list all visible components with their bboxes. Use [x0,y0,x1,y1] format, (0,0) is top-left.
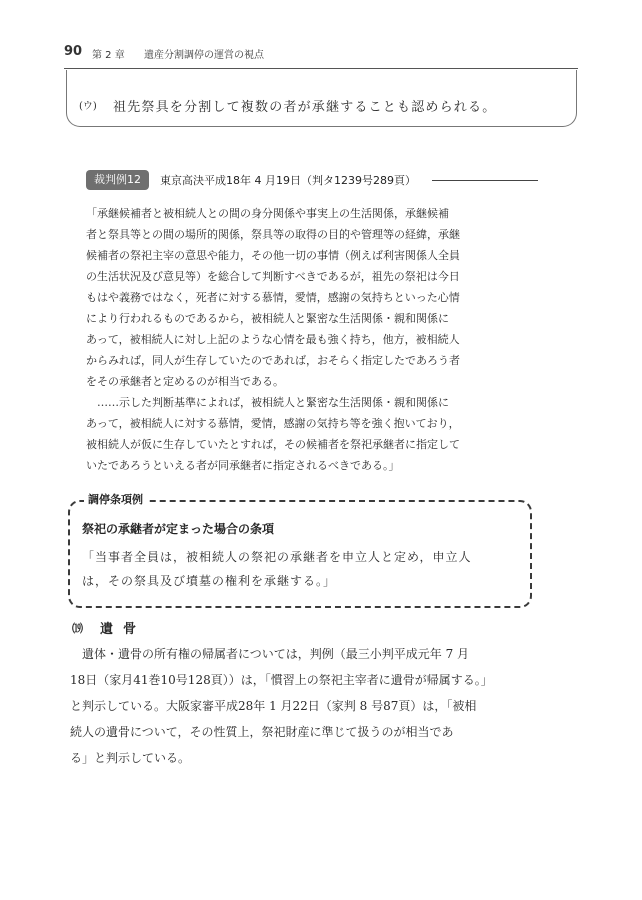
page-number: 90 [64,44,83,59]
case-quote-line: あって，被相続人に対する慕情，愛情，感謝の気持ち等を強く抱いており， [86,417,460,430]
section-title: 遺骨 [100,622,147,637]
case-quote-line: をその承継者と定めるのが相当である。 [86,375,284,388]
item-marker: (ウ) [79,101,97,112]
mediation-heading: 祭祀の承継者が定まった場合の条項 [82,522,275,536]
item-text: 祖先祭具を分割して複数の者が承継することも認められる。 [113,100,497,115]
case-quote-line: ……示した判断基準によれば，被相続人と緊密な生活関係・親和関係に [86,396,449,409]
case-quote-line: により行われるものであるから，被相続人と緊密な生活関係・親和関係に [86,312,449,325]
mediation-clause-line: は，その祭具及び墳墓の権利を承継する。」 [82,574,337,588]
case-quote-line: の生活状況及び意見等）を総合して判断すべきであるが，祖先の祭祀は今日 [86,270,460,283]
case-quote-line: もはや義務ではなく，死者に対する慕情，愛情，感謝の気持ちといった心情 [86,291,460,304]
continued-box [66,70,577,127]
section-paragraph [70,641,546,771]
case-quote [86,203,542,476]
case-quote-line: 候補者の祭祀主宰の意思や能力，その他一切の事情（例えば利害関係人全員 [86,249,460,262]
case-badge: 裁判例12 [86,170,149,190]
paragraph-line: 続人の遺骨について，その性質上，祭祀財産に準じて扱うのが相当であ [70,725,454,739]
case-quote-line: いたであろうといえる者が同承継者に指定されるべきである。」 [86,459,400,472]
case-quote-line: からみれば，同人が生存していたのであれば，おそらく指定したであろう者 [86,354,460,367]
chapter-title: 遺産分割調停の運営の視点 [144,50,264,61]
paragraph-line: と判示している。大阪家審平成28年 1 月22日（家判 8 号87頁）は，「被相 [70,699,477,713]
case-quote-line: 者と祭具等との間の場所的関係，祭具等の取得の目的や管理等の経緯，承継 [86,228,460,241]
paragraph-line: 18日（家月41巻10号128頁））は，「慣習上の祭祀主宰者に遺骨が帰属する。」 [70,673,493,687]
case-quote-line: 「承継候補者と被相続人との間の身分関係や事実上の生活関係，承継候補 [86,207,449,220]
running-header [64,44,578,69]
case-title: 東京高決平成18年 4 月19日（判タ1239号289頁） [160,174,416,187]
paragraph-line: 遺体・遺骨の所有権の帰属者については，判例（最三小判平成元年 7 月 [70,647,470,661]
section-number: ⒆ [72,622,83,635]
case-quote-line: あって，被相続人に対し上記のような心情を最も強く持ち，他方，被相続人 [86,333,460,346]
mediation-label: 調停条項例 [84,491,147,507]
paragraph-line: る」と判示している。 [70,751,191,765]
case-title-rule [432,180,538,181]
case-quote-line: 被相続人が仮に生存していたとすれば，その候補者を祭祀承継者に指定して [86,438,460,451]
mediation-clause-line: 「当事者全員は，被相続人の祭祀の承継者を申立人と定め，申立人 [82,550,472,564]
chapter-label: 第 2 章 [92,50,125,61]
